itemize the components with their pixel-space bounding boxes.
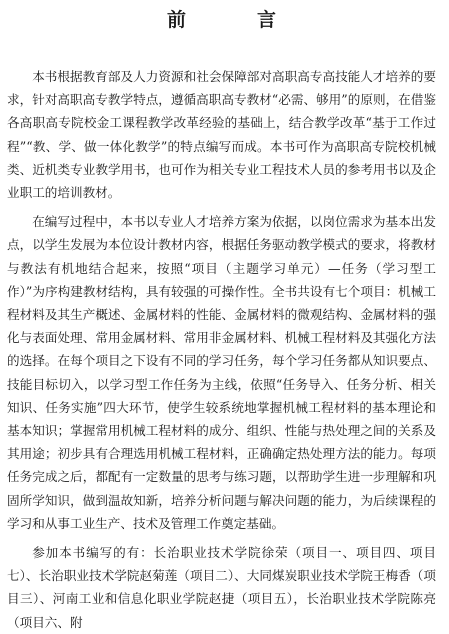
paragraph-intro: 本书根据教育部及人力资源和社会保障部对高职高专高技能人才培养的要求，针对高职高专教学特点，遵循高职高专教材“必需、够用”的原则，在借鉴各高职高专院校金工课程教学改革经验的基础上，结合教学改革“基于工作过程”“教、学、做一体化教学”的特点编写而成。本书可作为高职高专院校机械类、近机类专业教学用书，也可作为相关专业工程技术人员的参考用书以及企业职工的培训教材。: [7, 69, 436, 201]
paragraph-structure: 在编写过程中，本书以专业人才培养方案为依据，以岗位需求为基本出发点，以学生发展为本位设计教材内容，根据任务驱动教学模式的要求，将教材与教法有机地结合起来，按照“项目（主题学习单元）—任务（学习型工作）”为序构建教材结构，具有较强的可操作性。全书共设有七个项目：机械工程材料及其生产概述、金属材料的性能、金属材料的微观结构、金属材料的强化与表面处理、常用金属材料、常用非金属材料、机械工程材料及其强化方法的选择。在每个项目之下设有不同的学习任务，每个学习任务都从知识要点、技能目标切入，以学习型工作任务为主线，依照“任务导入、任务分析、相关知识、任务实施”四大环节，使学生较系统地掌握机械工程材料的基本理论和基本知识；掌握常用机械工程材料的成分、组织、性能与热处理之间的关系及其用途；初步具有合理选用机械工程材料，正确确定热处理方法的能力。每项任务完成之后，都配有一定数量的思考与练习题，以帮助学生进一步理解和巩固所学知识，做到温故知新，培养分析问题与解决问题的能力，为后续课程的学习和从事工业生产、技术及管理工作奠定基础。: [7, 214, 436, 531]
document-body: [7, 65, 436, 634]
page-title: 前 言: [166, 9, 302, 31]
paragraph-authors: 参加本书编写的有：长治职业技术学院徐荣（项目一、项目四、项目七）、长治职业技术学院赵菊莲（项目二）、大同煤炭职业技术学院王梅香（项目三）、河南工业和信息化职业学院赵捷（项目五），长治职业技术学院陈亮（项目六、附: [7, 545, 436, 630]
